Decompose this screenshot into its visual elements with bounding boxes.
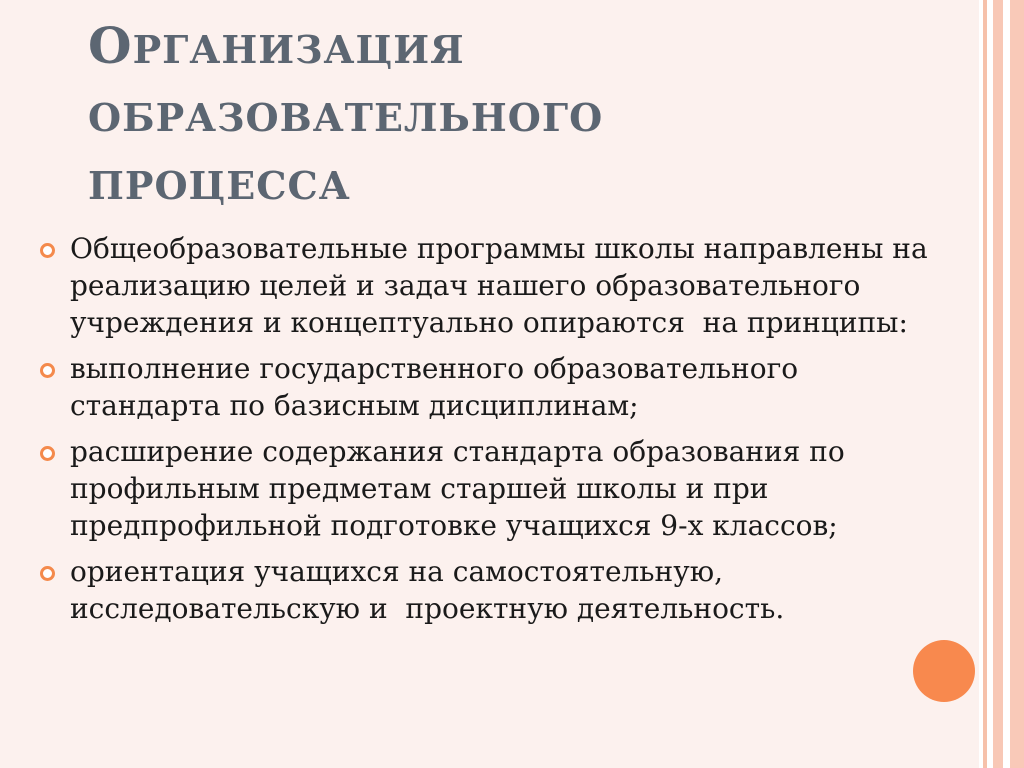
bullet-list <box>36 230 936 636</box>
slide-title-line-3: ПРОЦЕССА <box>88 163 351 208</box>
title-first-letter: О <box>88 16 133 75</box>
bullet-item <box>36 230 936 341</box>
slide-title-line-1 <box>88 12 948 84</box>
bullet-item <box>36 553 936 627</box>
circle-bullet-icon <box>40 243 55 258</box>
bullet-text: ориентация учащихся на самостоятельную, исследовательскую и проектную деятельность. <box>70 555 785 625</box>
bullet-text: выполнение государственного образовательного стандарта по базисным дисциплинам; <box>70 352 808 422</box>
bullet-text: Общеобразовательные программы школы направлены на реализацию целей и задач нашего образовательного учреждения и концептуально опираются на принципы: <box>70 232 937 339</box>
decorative-stripe <box>993 0 1003 768</box>
decorative-stripe <box>983 0 987 768</box>
slide-title-line-2: ОБРАЗОВАТЕЛЬНОГО <box>88 95 604 140</box>
title-rest: РГАНИЗАЦИЯ <box>132 27 465 72</box>
circle-bullet-icon <box>40 363 55 378</box>
bullet-text: расширение содержания стандарта образования по профильным предметам старшей школы и при предпрофильной подготовке учащихся 9-х классов; <box>70 435 854 542</box>
slide-title <box>88 12 948 220</box>
circle-bullet-icon <box>40 446 55 461</box>
bullet-item <box>36 433 936 544</box>
bullet-item <box>36 350 936 424</box>
decorative-orange-circle <box>913 640 975 702</box>
circle-bullet-icon <box>40 566 55 581</box>
decorative-stripes <box>979 0 1024 768</box>
decorative-stripe <box>1010 0 1024 768</box>
